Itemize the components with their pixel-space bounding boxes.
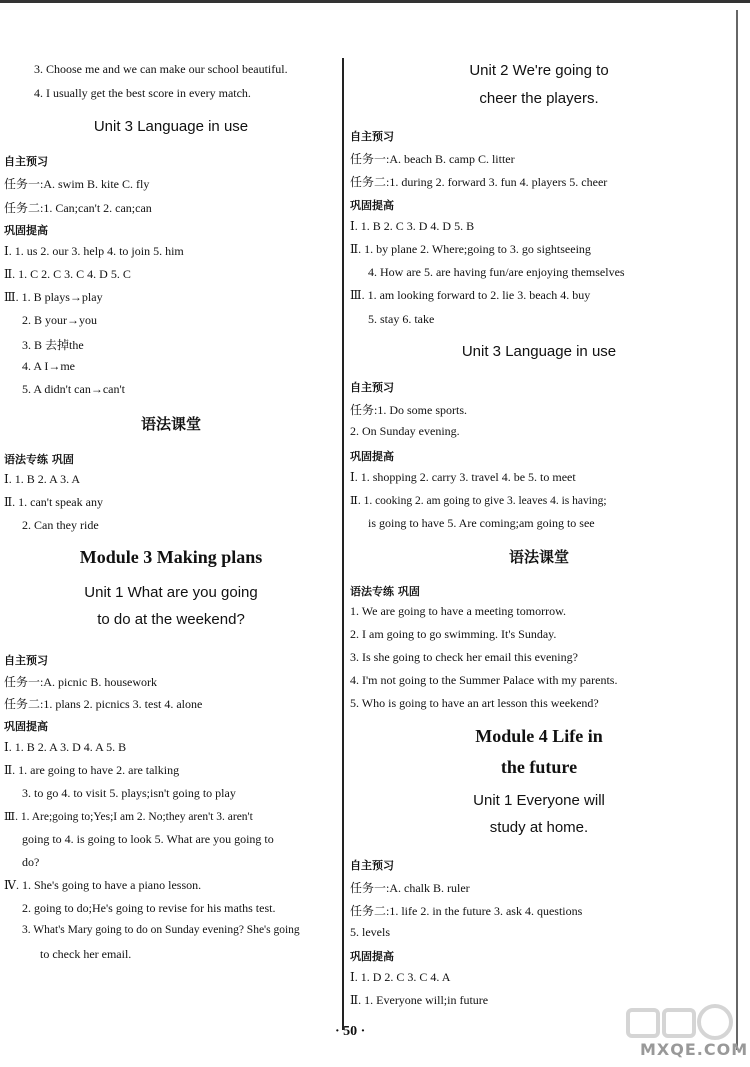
unit-title: Unit 3 Language in use	[93, 118, 249, 135]
section-title: 巩固提高	[350, 199, 394, 212]
page-edge-line	[736, 10, 738, 1050]
text-line: Ⅰ. 1. shopping 2. carry 3. travel 4. be 5. to meet	[350, 470, 576, 484]
text-line: 任务一:A. beach B. camp C. litter	[350, 152, 515, 166]
text-line: 2. On Sunday evening.	[350, 424, 460, 438]
unit-title: Unit 3 Language in use	[461, 343, 617, 360]
text-line: 3. to go 4. to visit 5. plays;isn't going to play	[22, 786, 236, 800]
module-title: Module 4 Life in	[475, 726, 603, 746]
text-line: 3. B 去掉the	[22, 338, 84, 352]
text-line: Ⅰ. 1. B 2. A 3. A	[4, 472, 81, 486]
text-line: 2. going to do;He's going to revise for his maths test.	[22, 901, 276, 915]
text-line: 1. We are going to have a meeting tomorrow.	[350, 604, 566, 618]
unit-title-line2: study at home.	[489, 819, 589, 836]
text-line: Ⅱ. 1. by plane 2. Where;going to 3. go sightseeing	[350, 242, 591, 256]
section-title: 巩固提高	[350, 950, 394, 963]
text-line: 2. I am going to go swimming. It's Sunday.	[350, 627, 557, 641]
module-title: Module 3 Making plans	[79, 547, 263, 567]
text-line: 5. levels	[350, 925, 390, 939]
text-line: Ⅱ. 1. are going to have 2. are talking	[4, 763, 180, 777]
text-line: Ⅱ. 1. Everyone will;in future	[350, 993, 489, 1007]
text-line: Ⅰ. 1. D 2. C 3. C 4. A	[350, 970, 451, 984]
text-line: Ⅲ. 1. Are;going to;Yes;I am 2. No;they aren't 3. aren't	[4, 811, 253, 823]
section-title: 语法专练 巩固	[350, 585, 420, 598]
text-line: 3. Choose me and we can make our school beautiful.	[34, 62, 288, 76]
text-line: 任务一:A. chalk B. ruler	[350, 881, 470, 895]
text-line: 任务:1. Do some sports.	[350, 403, 468, 417]
text-line: Ⅰ. 1. B 2. A 3. D 4. A 5. B	[4, 740, 127, 754]
column-divider	[342, 58, 344, 1030]
text-line: 任务二:1. during 2. forward 3. fun 4. players 5. cheer	[350, 175, 608, 189]
text-line: 任务一:A. picnic B. housework	[4, 675, 157, 689]
text-line: 任务二:1. plans 2. picnics 3. test 4. alone	[4, 697, 203, 711]
text-line: 5. stay 6. take	[368, 312, 435, 326]
text-line: Ⅳ. 1. She's going to have a piano lesson.	[4, 878, 202, 892]
top-edge-line	[0, 0, 750, 3]
watermark-text: MXQE.COM	[640, 1040, 749, 1059]
text-line: 4. I'm not going to the Summer Palace with my parents.	[350, 673, 618, 687]
text-line: 3. What's Mary going to do on Sunday evening? She's going	[22, 924, 300, 936]
section-title: 巩固提高	[4, 224, 48, 237]
unit-title-line2: to do at the weekend?	[97, 611, 245, 628]
section-title: 巩固提高	[4, 720, 48, 733]
text-line: do?	[22, 855, 40, 869]
section-title: 巩固提高	[350, 450, 394, 463]
text-line: 任务一:A. swim B. kite C. fly	[4, 177, 150, 191]
text-line: 4. A I→me	[22, 359, 75, 373]
text-line: Ⅱ. 1. can't speak any	[4, 495, 103, 509]
module-title-line2: the future	[500, 757, 578, 777]
grammar-title: 语法课堂	[508, 548, 569, 566]
text-line: Ⅱ. 1. cooking 2. am going to give 3. leaves 4. is having;	[350, 495, 607, 507]
text-line: 4. How are 5. are having fun/are enjoying themselves	[368, 265, 625, 279]
text-line: going to 4. is going to look 5. What are you going to	[22, 832, 274, 846]
unit-title: Unit 2 We're going to	[469, 62, 609, 79]
text-line: Ⅲ. 1. am looking forward to 2. lie 3. beach 4. buy	[350, 288, 591, 302]
text-line: 任务二:1. life 2. in the future 3. ask 4. questions	[350, 904, 583, 918]
text-line: 2. Can they ride	[22, 518, 99, 532]
text-line: 2. B your→you	[22, 313, 97, 327]
section-title: 自主预习	[4, 654, 48, 667]
text-line: 5. Who is going to have an art lesson this weekend?	[350, 696, 599, 710]
text-line: 5. A didn't can→can't	[22, 382, 125, 396]
text-line: 任务二:1. Can;can't 2. can;can	[4, 201, 152, 215]
text-line: 4. I usually get the best score in every match.	[34, 86, 251, 100]
section-title: 自主预习	[350, 130, 394, 143]
text-line: is going to have 5. Are coming;am going to see	[368, 516, 595, 530]
section-title: 自主预习	[350, 859, 394, 872]
text-line: Ⅰ. 1. us 2. our 3. help 4. to join 5. him	[4, 244, 184, 258]
text-line: 3. Is she going to check her email this evening?	[350, 650, 578, 664]
text-line: Ⅲ. 1. B plays→play	[4, 290, 103, 304]
section-title: 自主预习	[4, 155, 48, 168]
text-line: Ⅰ. 1. B 2. C 3. D 4. D 5. B	[350, 219, 475, 233]
unit-title: Unit 1 What are you going	[84, 584, 258, 601]
text-line: to check her email.	[40, 947, 132, 961]
page-number: · 50 ·	[335, 1024, 366, 1039]
text-line: Ⅱ. 1. C 2. C 3. C 4. D 5. C	[4, 267, 131, 281]
grammar-title: 语法课堂	[140, 415, 201, 433]
unit-title: Unit 1 Everyone will	[473, 792, 605, 809]
section-title: 自主预习	[350, 381, 394, 394]
unit-title-line2: cheer the players.	[479, 90, 599, 107]
section-title: 语法专练 巩固	[4, 453, 74, 466]
